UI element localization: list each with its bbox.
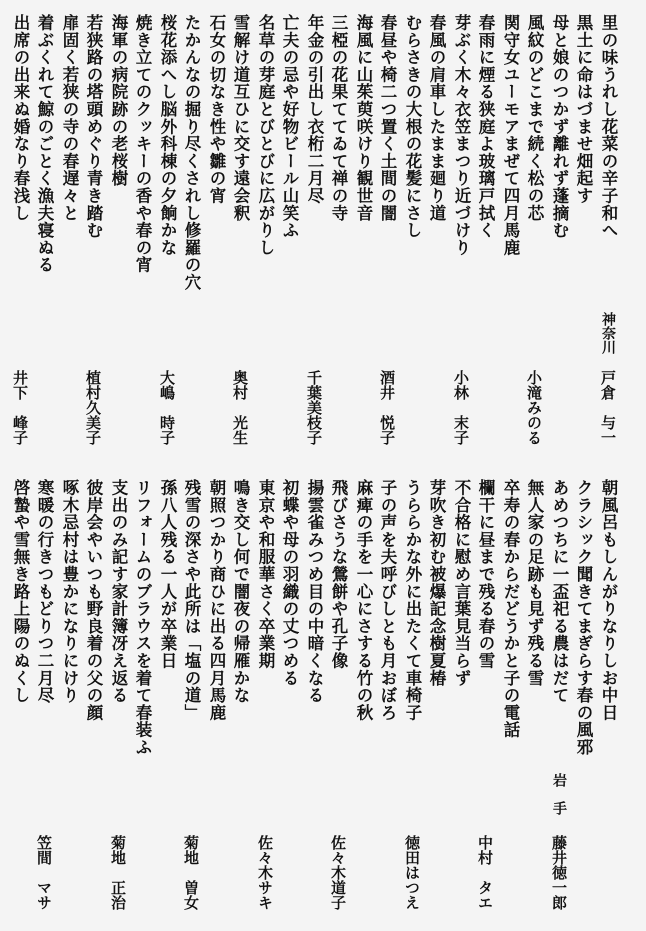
poem: 雪解け道互ひに交す遠会釈	[231, 14, 250, 222]
poem: 支出のみ記す家計簿冴え返る	[109, 479, 128, 704]
poem: 着ぶくれて鯨のごとく漁夫寝ぬる	[35, 14, 54, 274]
poem: 鳴き交し何で闇夜の帰雁かな	[231, 479, 250, 704]
author-name: 佐々木道子	[329, 835, 347, 910]
poem: 海風に山茱萸咲けり観世音	[354, 14, 373, 222]
prefecture-label: 岩 手	[551, 773, 567, 815]
poem: 無人家の足跡も見ず残る雪	[525, 479, 544, 687]
poem: 彼岸会やいつも野良着の父の顔	[84, 479, 103, 722]
author-name: 奥村 光生	[231, 370, 249, 445]
poem: 名草の芽庭とびとびに広がりし	[256, 14, 275, 257]
top-section	[0, 0, 646, 465]
prefecture-label: 神奈川	[600, 312, 616, 354]
poem: クラシック聞きてまぎらす春の風邪	[574, 479, 593, 756]
author-name: 徳田はつえ	[403, 835, 421, 910]
poem: うららかな外に出たくて車椅子	[403, 479, 422, 722]
author-name: 佐々木サキ	[256, 835, 274, 910]
author-name: 中村 タエ	[476, 835, 494, 910]
poem: 揚雲雀みつめ目の中暗くなる	[305, 479, 324, 704]
poem: 飛びさうな鶯餅や孔子像	[329, 479, 348, 670]
author-name: 笠間 マサ	[35, 835, 53, 910]
poem: 欄干に昼まで残る春の雪	[476, 479, 495, 670]
poem: 三椏の花果ててゐて禅の寺	[329, 14, 348, 222]
poem: あめつちに一盃祀る農はだて	[550, 479, 569, 704]
author-name: 植村久美子	[84, 370, 102, 445]
author-name: 菊地 曽女	[182, 835, 200, 910]
poem: 不合格に慰め言葉見当らず	[452, 479, 471, 687]
poem: 亡夫の忌や好物ビール山笑ふ	[280, 14, 299, 239]
poem: 麻痺の手を一心にさする竹の秋	[354, 479, 373, 722]
author-name: 小滝みのる	[525, 370, 543, 445]
poem: 朝照つかり商ひに出る四月馬鹿	[207, 479, 226, 722]
poem: 黒土に命はづませ畑起す	[574, 14, 593, 205]
poem: 海軍の病院跡の老桜樹	[109, 14, 128, 187]
poem: 里の味うれし花菜の辛子和へ	[599, 14, 618, 239]
author-name: 小林 末子	[452, 370, 470, 445]
poem: むらさきの大根の花髪にさし	[403, 14, 422, 239]
poem: 残雪の深さや此所は「塩の道」	[182, 479, 201, 722]
poem: 春雨に煙る狭庭よ玻璃戸拭く	[476, 14, 495, 239]
poem: 風紋のどこまで続く松の芯	[525, 14, 544, 222]
poem: 母と娘のつかず離れず蓬摘む	[550, 14, 569, 239]
poem: 扉固く若狭の寺の春遅々と	[60, 14, 79, 222]
poem: 卒寿の春からだどうかと子の電話	[501, 479, 520, 739]
author-name: 千葉美枝子	[305, 370, 323, 445]
author-name: 藤井徳一郎	[550, 835, 568, 910]
poem: たかんなの掘り尽くされし修羅の穴	[182, 14, 201, 291]
bottom-section	[0, 465, 646, 931]
poem: 子の声を夫呼びしとも月おぼろ	[378, 479, 397, 722]
poem: 春風の肩車したまま廻り道	[427, 14, 446, 222]
poem: 桜花添へし脳外科棟の夕餉かな	[158, 14, 177, 257]
poem: 孫八人残る一人が卒業日	[158, 479, 177, 670]
poem: 石女の切なき性や雛の宵	[207, 14, 226, 205]
poem: 芽ぶく木々衣笠まつり近づけり	[452, 14, 471, 257]
poem: リフォームのブラウスを着て春装ふ	[133, 479, 152, 756]
poem: 若狭路の塔頭めぐり青き踏む	[84, 14, 103, 239]
poem: 関守女ユーモアまぜて四月馬鹿	[501, 14, 520, 257]
author-name: 菊地 正治	[109, 835, 127, 910]
poem: 啄木忌村は豊かになりにけり	[60, 479, 79, 704]
poem: 春昼や椅二つ置く土間の闇	[378, 14, 397, 222]
poem: 出席の出来ぬ婚なり春浅し	[11, 14, 30, 222]
author-name: 戸倉 与一	[599, 370, 617, 445]
poem: 啓蟄や雪無き路上陽のぬくし	[11, 479, 30, 704]
poem: 焼き立てのクッキーの香や春の宵	[133, 14, 152, 274]
author-name: 大嶋 時子	[158, 370, 176, 445]
poem: 寒暖の行きつもどりつ二月尽	[35, 479, 54, 704]
poem: 東京や和服華さく卒業期	[256, 479, 275, 670]
poem: 芽吹き初む被爆記念樹夏椿	[427, 479, 446, 687]
poem: 年金の引出し衣桁二月尽	[305, 14, 324, 205]
poem: 初蝶や母の羽織の丈つめる	[280, 479, 299, 687]
author-name: 酒井 悦子	[378, 370, 396, 445]
poem: 朝風呂もしんがりなりしお中日	[599, 479, 618, 722]
author-name: 井下 峰子	[11, 370, 29, 445]
